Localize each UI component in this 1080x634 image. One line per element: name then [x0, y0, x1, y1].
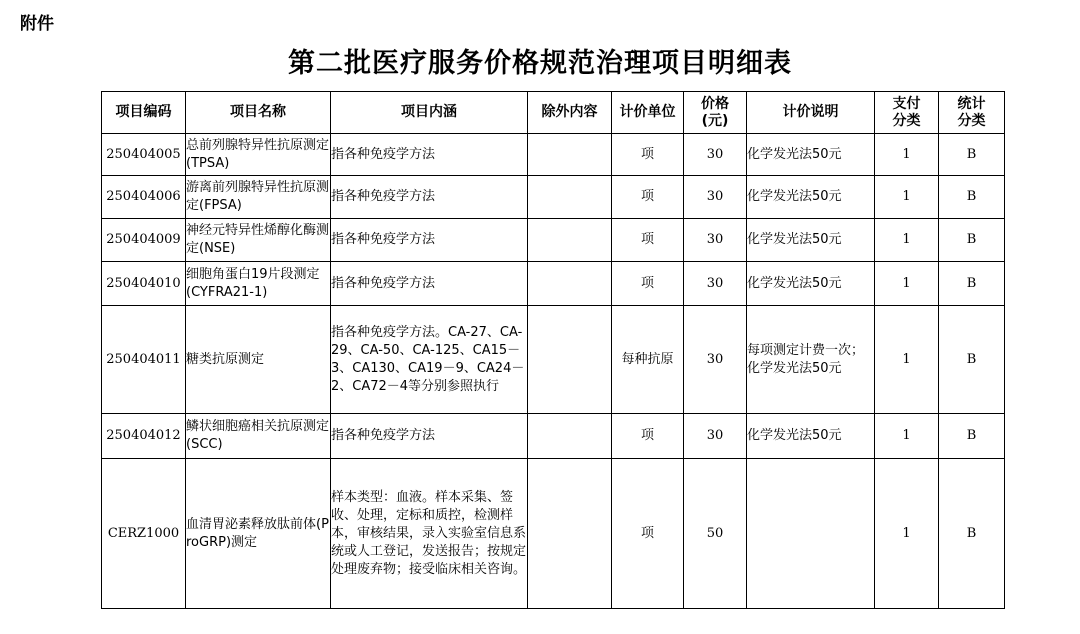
cell-excluded — [528, 176, 612, 219]
table-row — [102, 134, 1005, 176]
cell-price: 30 — [684, 176, 747, 219]
cell-price: 30 — [684, 262, 747, 306]
cell-name: 血清胃泌素释放肽前体(ProGRP)测定 — [186, 459, 331, 609]
cell-desc: 化学发光法50元 — [747, 262, 875, 306]
cell-desc: 化学发光法50元 — [747, 414, 875, 459]
cell-code: 250404011 — [102, 306, 186, 414]
cell-stat: B — [939, 262, 1005, 306]
cell-stat: B — [939, 176, 1005, 219]
cell-payment: 1 — [875, 414, 939, 459]
cell-excluded — [528, 134, 612, 176]
table-row — [102, 262, 1005, 306]
cell-excluded — [528, 306, 612, 414]
cell-excluded — [528, 219, 612, 262]
header-payment: 支付 分类 — [875, 92, 939, 134]
cell-stat: B — [939, 459, 1005, 609]
attachment-label: 附件 — [20, 14, 54, 34]
header-name: 项目名称 — [186, 92, 331, 134]
cell-unit: 项 — [612, 262, 684, 306]
cell-code: 250404012 — [102, 414, 186, 459]
cell-payment: 1 — [875, 459, 939, 609]
price-detail-table — [101, 91, 1005, 609]
table-row — [102, 414, 1005, 459]
cell-code: 250404005 — [102, 134, 186, 176]
cell-content: 指各种免疫学方法 — [331, 176, 528, 219]
cell-name: 细胞角蛋白19片段测定(CYFRA21-1) — [186, 262, 331, 306]
header-row — [102, 92, 1005, 134]
table-row — [102, 219, 1005, 262]
cell-desc: 化学发光法50元 — [747, 134, 875, 176]
cell-desc: 化学发光法50元 — [747, 176, 875, 219]
cell-name: 神经元特异性烯醇化酶测定(NSE) — [186, 219, 331, 262]
cell-code: 250404010 — [102, 262, 186, 306]
cell-price: 30 — [684, 134, 747, 176]
cell-code: 250404006 — [102, 176, 186, 219]
cell-content: 指各种免疫学方法。CA-27、CA-29、CA-50、CA-125、CA15－3、CA130、CA19－9、CA24－2、CA72－4等分别参照执行 — [331, 306, 528, 414]
header-code: 项目编码 — [102, 92, 186, 134]
cell-name: 鳞状细胞癌相关抗原测定(SCC) — [186, 414, 331, 459]
cell-unit: 项 — [612, 176, 684, 219]
cell-stat: B — [939, 414, 1005, 459]
header-excluded: 除外内容 — [528, 92, 612, 134]
header-price: 价格 (元) — [684, 92, 747, 134]
cell-payment: 1 — [875, 262, 939, 306]
cell-name: 总前列腺特异性抗原测定(TPSA) — [186, 134, 331, 176]
cell-excluded — [528, 459, 612, 609]
document-title: 第二批医疗服务价格规范治理项目明细表 — [288, 48, 792, 79]
cell-desc: 每项测定计费一次；化学发光法50元 — [747, 306, 875, 414]
cell-code: 250404009 — [102, 219, 186, 262]
cell-desc — [747, 459, 875, 609]
cell-content: 指各种免疫学方法 — [331, 219, 528, 262]
cell-content: 样本类型：血液。样本采集、签收、处理，定标和质控，检测样本，审核结果，录入实验室信息系统或人工登记，发送报告；按规定处理废弃物；接受临床相关咨询。 — [331, 459, 528, 609]
cell-price: 50 — [684, 459, 747, 609]
table-row — [102, 459, 1005, 609]
cell-payment: 1 — [875, 134, 939, 176]
header-stat: 统计 分类 — [939, 92, 1005, 134]
cell-payment: 1 — [875, 219, 939, 262]
cell-unit: 项 — [612, 134, 684, 176]
table-row — [102, 306, 1005, 414]
cell-unit: 项 — [612, 459, 684, 609]
cell-stat: B — [939, 219, 1005, 262]
cell-name: 糖类抗原测定 — [186, 306, 331, 414]
cell-excluded — [528, 414, 612, 459]
cell-desc: 化学发光法50元 — [747, 219, 875, 262]
cell-content: 指各种免疫学方法 — [331, 134, 528, 176]
cell-unit: 项 — [612, 414, 684, 459]
header-content: 项目内涵 — [331, 92, 528, 134]
table-row — [102, 176, 1005, 219]
cell-unit: 每种抗原 — [612, 306, 684, 414]
header-unit: 计价单位 — [612, 92, 684, 134]
cell-price: 30 — [684, 219, 747, 262]
cell-unit: 项 — [612, 219, 684, 262]
cell-content: 指各种免疫学方法 — [331, 414, 528, 459]
cell-price: 30 — [684, 306, 747, 414]
header-desc: 计价说明 — [747, 92, 875, 134]
cell-stat: B — [939, 134, 1005, 176]
cell-stat: B — [939, 306, 1005, 414]
cell-payment: 1 — [875, 176, 939, 219]
cell-content: 指各种免疫学方法 — [331, 262, 528, 306]
cell-price: 30 — [684, 414, 747, 459]
cell-excluded — [528, 262, 612, 306]
cell-name: 游离前列腺特异性抗原测定(FPSA) — [186, 176, 331, 219]
cell-payment: 1 — [875, 306, 939, 414]
cell-code: CERZ1000 — [102, 459, 186, 609]
